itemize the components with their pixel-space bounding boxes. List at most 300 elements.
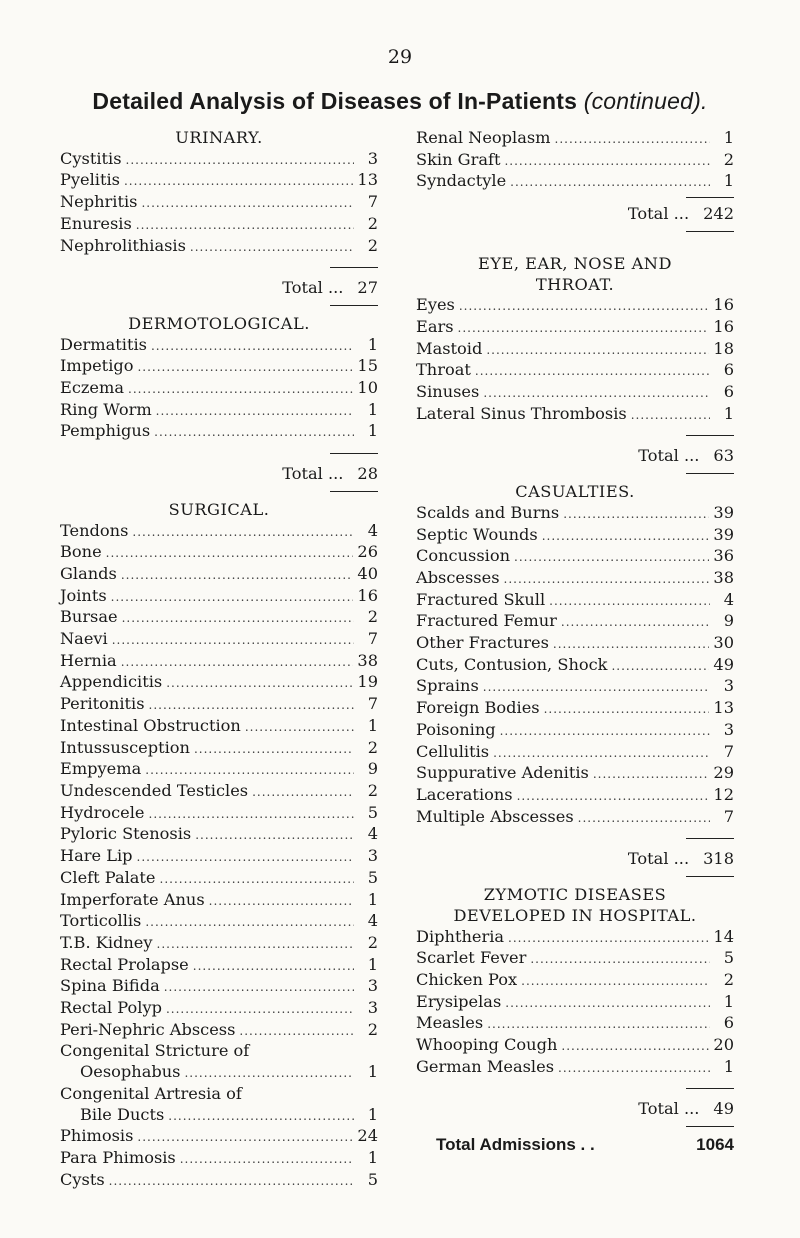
total-rule [330,305,378,306]
grand-total-label: Total Admissions . . [436,1135,595,1155]
total-rule [686,197,734,198]
item-count: 1 [367,1104,378,1124]
list-item [60,1148,378,1170]
list-item [416,698,734,720]
total-label: Total ... [638,446,700,466]
item-count: 5 [367,802,378,822]
list-item [60,1062,378,1084]
item-count: 1 [723,991,734,1011]
list-item [416,525,734,547]
grand-total [416,1135,734,1156]
item-count: 3 [723,676,734,696]
list-item [416,611,734,633]
list-item [60,214,378,236]
list-item [60,1170,378,1192]
item-label: Phimosis [60,1126,134,1146]
item-count: 6 [723,1013,734,1033]
item-label: Naevi [60,629,108,649]
item-label: Impetigo [60,356,134,376]
eent-list [416,295,734,425]
item-count: 1 [367,1147,378,1167]
dot-leader [137,357,353,378]
list-item [416,992,734,1014]
item-label: Fractured Femur [416,611,557,631]
item-count: 40 [357,563,378,583]
item-label: Empyema [60,759,142,779]
list-item [60,803,378,825]
dot-leader [514,547,709,568]
item-count: 1 [723,403,734,423]
dot-leader [121,565,354,586]
dot-leader [563,504,709,525]
zymotic-list [416,927,734,1079]
eent-heading-line1: EYE, EAR, NOSE AND [478,253,672,273]
item-count: 3 [367,998,378,1018]
dot-leader [112,630,354,651]
item-count: 4 [367,911,378,931]
item-count: 2 [367,737,378,757]
item-label: Congenital Artresia of [60,1083,242,1103]
item-label: Hydrocele [60,802,145,822]
list-item [60,521,378,543]
list-item [416,633,734,655]
item-count: 5 [723,948,734,968]
item-label: Ears [416,316,454,336]
item-label: Pyloric Stenosis [60,824,192,844]
dot-leader [193,956,354,977]
dot-leader [239,1021,354,1042]
total-label: Total ... [282,278,344,298]
item-count: 14 [713,926,734,946]
item-label: Bone [60,542,102,562]
grand-total-value: 1064 [696,1135,734,1155]
total-label: Total ... [627,849,690,869]
list-item [60,955,378,977]
total-label: Total ... [638,1099,700,1119]
item-label: Abscesses [416,567,500,587]
list-item [416,1013,734,1035]
item-count: 7 [367,192,378,212]
total-rule [686,1126,734,1127]
list-item [60,236,378,258]
item-count: 4 [723,589,734,609]
dot-leader [164,977,354,998]
dot-leader [458,318,710,339]
dot-leader [493,743,710,764]
dot-leader [561,1036,709,1057]
list-item [60,564,378,586]
item-count: 38 [713,567,734,587]
dermatological-heading: DERMOTOLOGICAL. [128,313,310,333]
list-item [60,824,378,846]
item-count: 26 [357,542,378,562]
list-item [60,694,378,716]
surgical-heading: SURGICAL. [168,499,270,519]
list-item [416,171,734,193]
item-label: German Measles [416,1056,554,1076]
item-count: 2 [723,149,734,169]
item-count: 1 [723,171,734,191]
list-item [416,676,734,698]
list-item [60,421,378,443]
item-label: Other Fractures [416,633,549,653]
dot-leader [486,340,709,361]
list-item [60,335,378,357]
list-item [60,629,378,651]
total-value: 28 [357,464,378,484]
item-count: 7 [367,629,378,649]
list-item [416,742,734,764]
item-count: 2 [367,235,378,255]
item-count: 6 [723,360,734,380]
list-item [416,785,734,807]
dot-leader [166,999,354,1020]
item-label: Eczema [60,378,124,398]
dot-leader [151,336,354,357]
dot-leader [593,764,710,785]
dermatological-list [60,335,378,444]
item-count: 6 [723,382,734,402]
item-label: Rectal Polyp [60,998,162,1018]
item-count: 29 [713,763,734,783]
item-count: 5 [367,867,378,887]
item-count: 16 [713,316,734,336]
dot-leader [160,869,354,890]
eent-heading-line2: THROAT. [535,274,615,294]
item-count: 13 [713,698,734,718]
item-label: Chicken Pox [416,969,518,989]
list-item [416,317,734,339]
item-label: Mastoid [416,338,483,358]
list-item [60,542,378,564]
surgical-total [416,204,734,225]
dot-leader [132,522,354,543]
total-value: 49 [713,1099,734,1119]
item-label: Lateral Sinus Thrombosis [416,403,627,423]
item-label: Tendons [60,520,129,540]
item-count: 10 [357,378,378,398]
dot-leader [504,569,710,590]
item-label: Scalds and Burns [416,502,560,522]
item-count: 5 [367,1169,378,1189]
surgical-list [60,521,378,1192]
item-label: Ring Worm [60,399,152,419]
list-item [60,607,378,629]
item-label: Intestinal Obstruction [60,715,241,735]
list-item [60,911,378,933]
item-label: Joints [60,585,107,605]
item-label: Skin Graft [416,149,501,169]
dot-leader [137,1127,353,1148]
dot-leader [121,652,354,673]
dot-leader [149,695,354,716]
item-count: 30 [713,633,734,653]
item-label: Concussion [416,546,511,566]
dot-leader [483,677,710,698]
item-count: 7 [367,694,378,714]
item-count: 2 [367,1019,378,1039]
list-item [416,927,734,949]
dot-leader [145,760,354,781]
total-rule [330,491,378,492]
item-count: 19 [357,672,378,692]
total-value: 63 [713,446,734,466]
list-item [60,170,378,192]
dot-leader [126,150,354,171]
dot-leader [542,526,710,547]
dot-leader [166,673,353,694]
right-column [416,128,734,1156]
total-rule [686,1088,734,1089]
list-item [60,998,378,1020]
total-rule [686,435,734,436]
list-item [416,295,734,317]
item-label: Lacerations [416,784,513,804]
item-label: Dermatitis [60,334,147,354]
list-item [60,716,378,738]
item-count: 3 [367,148,378,168]
item-count: 1 [367,1062,378,1082]
page-number: 29 [387,46,413,68]
item-label: Scarlet Fever [416,948,527,968]
item-label: Eyes [416,295,455,315]
item-label: Bile Ducts [80,1104,165,1124]
item-count: 2 [367,213,378,233]
item-label: Cellulitis [416,741,490,761]
item-label: Undescended Testicles [60,780,249,800]
item-count: 1 [723,1056,734,1076]
item-label: Whooping Cough [416,1035,558,1055]
list-item [60,1126,378,1148]
dot-leader [252,782,354,803]
item-count: 39 [713,502,734,522]
dot-leader [184,1063,354,1084]
title-text: Detailed Analysis of Diseases of In-Patients [92,88,578,114]
list-item [60,890,378,912]
dot-leader [459,296,710,317]
item-count: 1 [367,889,378,909]
list-item [60,651,378,673]
dot-leader [136,215,354,236]
list-item [416,763,734,785]
dermatological-total [60,464,378,485]
item-count: 12 [713,784,734,804]
total-label: Total ... [282,464,344,484]
total-rule [330,267,378,268]
item-label: Peri-Nephric Abscess [60,1019,236,1039]
item-count: 2 [367,607,378,627]
dot-leader [137,847,354,868]
dot-leader [209,891,354,912]
list-item [416,970,734,992]
dot-leader [190,237,354,258]
casualties-heading: CASUALTIES. [515,482,635,502]
list-item [416,807,734,829]
item-count: 4 [367,520,378,540]
dot-leader [145,912,354,933]
list-item [416,590,734,612]
item-count: 20 [713,1035,734,1055]
list-item [416,568,734,590]
item-label: T.B. Kidney [60,932,153,952]
list-item [416,720,734,742]
casualties-total [416,849,734,870]
list-item [416,546,734,568]
item-count: 2 [367,932,378,952]
item-label: Fractured Skull [416,589,546,609]
item-count: 38 [357,650,378,670]
item-count: 9 [723,611,734,631]
list-item [60,192,378,214]
list-item [60,149,378,171]
zymotic-heading-line2: DEVELOPED IN HOSPITAL. [453,905,697,925]
item-label: Sinuses [416,382,480,402]
list-item [416,655,734,677]
list-item [60,759,378,781]
dot-leader [156,401,354,422]
item-count: 7 [723,741,734,761]
item-label: Hare Lip [60,846,133,866]
list-item [60,781,378,803]
item-count: 1 [723,128,734,147]
list-item [416,404,734,426]
dot-leader [517,786,710,807]
dot-leader [544,699,710,720]
list-item [416,382,734,404]
item-label: Para Phimosis [60,1147,176,1167]
dot-leader [500,721,710,742]
list-item [60,868,378,890]
item-label: Renal Neoplasm [416,128,551,147]
dot-leader [487,1014,710,1035]
item-count: 13 [357,170,378,190]
list-item [416,503,734,525]
list-item [60,738,378,760]
dot-leader [128,379,353,400]
item-label: Imperforate Anus [60,889,205,909]
total-rule [330,453,378,454]
list-item [60,1020,378,1042]
list-item [60,933,378,955]
list-item [60,356,378,378]
total-rule [686,231,734,232]
item-label: Sprains [416,676,479,696]
item-count: 39 [713,524,734,544]
item-count: 49 [713,654,734,674]
list-item [60,672,378,694]
item-count: 1 [367,954,378,974]
item-count: 1 [367,715,378,735]
item-count: 2 [723,969,734,989]
dot-leader [245,717,354,738]
item-label: Poisoning [416,719,496,739]
item-label: Congenital Stricture of [60,1041,250,1061]
dot-leader [504,151,710,172]
item-count: 7 [723,806,734,826]
item-label: Appendicitis [60,672,163,692]
dot-leader [154,422,354,443]
item-count: 3 [723,719,734,739]
item-label: Hernia [60,650,117,670]
eent-total [416,446,734,467]
item-label: Nephrolithiasis [60,235,186,255]
dot-leader [168,1106,354,1127]
dot-leader [505,993,710,1014]
item-label: Multiple Abscesses [416,806,574,826]
dot-leader [555,129,710,150]
item-label: Enuresis [60,213,132,233]
list-item [60,1084,378,1105]
title-suffix: (continued). [583,88,708,114]
item-count: 24 [357,1126,378,1146]
casualties-list [416,503,734,829]
item-count: 16 [357,585,378,605]
item-label: Syndactyle [416,171,507,191]
item-count: 15 [357,356,378,376]
list-item [60,400,378,422]
dot-leader [521,971,710,992]
item-label: Bursae [60,607,118,627]
dot-leader [510,172,710,193]
dot-leader [180,1149,354,1170]
dot-leader [483,383,710,404]
item-label: Nephritis [60,192,138,212]
total-rule [686,838,734,839]
item-count: 1 [367,334,378,354]
list-item [60,1105,378,1127]
item-label: Oesophabus [80,1062,181,1082]
item-count: 4 [367,824,378,844]
item-count: 18 [713,338,734,358]
dot-leader [553,634,709,655]
list-item [416,128,734,150]
item-label: Erysipelas [416,991,502,1011]
item-label: Rectal Prolapse [60,954,189,974]
dot-leader [122,608,354,629]
item-label: Cleft Palate [60,867,156,887]
total-label: Total ... [627,204,690,224]
dot-leader [561,612,710,633]
dot-leader [111,587,354,608]
total-value: 318 [703,849,734,869]
dot-leader [124,171,353,192]
item-count: 3 [367,846,378,866]
list-item [60,976,378,998]
dot-leader [549,591,710,612]
dot-leader [149,804,354,825]
list-item [416,1035,734,1057]
item-label: Cuts, Contusion, Shock [416,654,608,674]
item-label: Diphtheria [416,926,505,946]
dot-leader [530,949,710,970]
item-count: 1 [367,399,378,419]
item-label: Cystitis [60,148,122,168]
item-label: Suppurative Adenitis [416,763,589,783]
list-item [60,1041,378,1062]
item-label: Intussusception [60,737,190,757]
item-label: Cysts [60,1169,105,1189]
dot-leader [194,739,354,760]
surgical-cont-list [416,128,734,193]
item-label: Foreign Bodies [416,698,540,718]
item-label: Spina Bifida [60,976,160,996]
item-count: 2 [367,780,378,800]
zymotic-total [416,1099,734,1120]
item-label: Pemphigus [60,421,151,441]
item-label: Peritonitis [60,694,145,714]
item-count: 3 [367,976,378,996]
list-item [416,1057,734,1079]
